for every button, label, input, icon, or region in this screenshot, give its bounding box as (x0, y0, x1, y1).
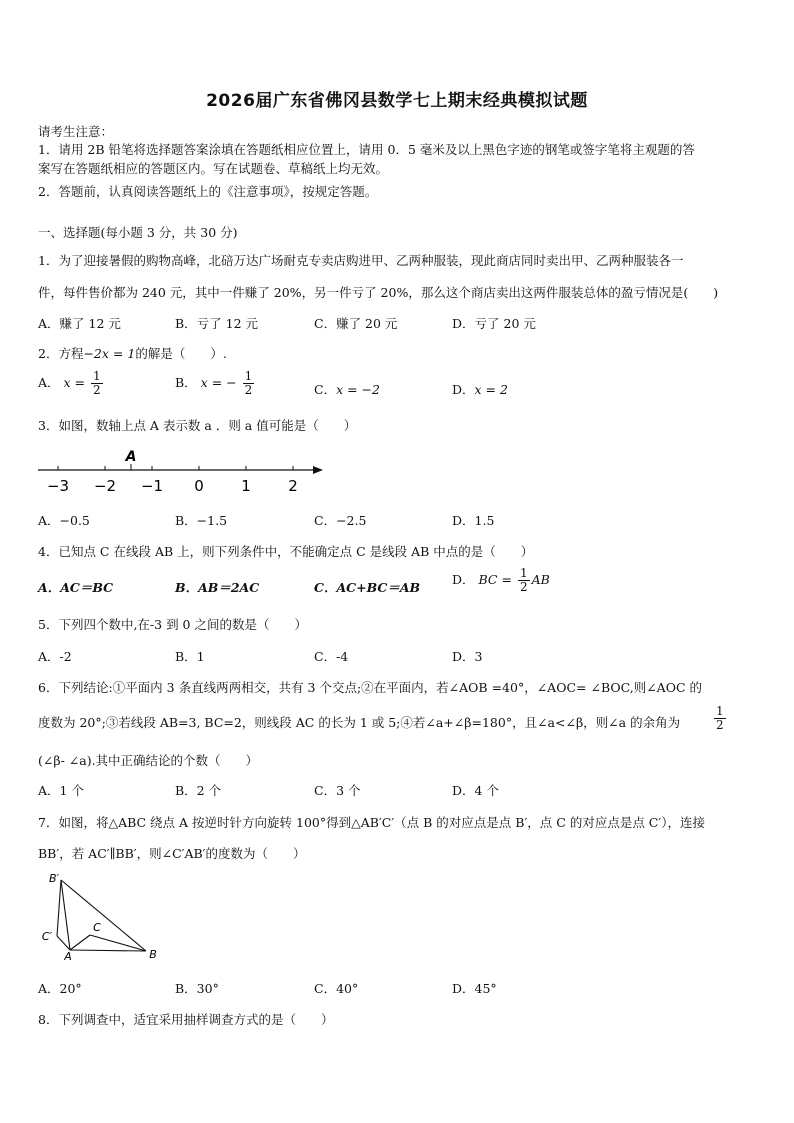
q5-stem: 5．下列四个数中,在-3 到 0 之间的数是（ ） (38, 617, 307, 632)
segment-bprime-b (61, 880, 146, 951)
q2-option-d (452, 380, 508, 398)
page-title: 2026届广东省佛冈县数学七上期末经典模拟试题 (206, 91, 588, 111)
q2-option-c (314, 380, 380, 398)
q4-option-d-pre: BC = (478, 572, 512, 587)
q2-option-a (38, 370, 105, 397)
q4-option-b: B．AB＝2AC (175, 580, 260, 595)
q4-option-d-post: AB (531, 572, 550, 587)
segment-a-bprime (61, 880, 70, 950)
q7-stem-line-2: BB′，若 AC′∥BB′，则∠C′AB′的度数为（ ） (38, 846, 306, 861)
tick-label-2: 2 (288, 477, 298, 495)
q4-option-d-label: D． (452, 572, 475, 587)
q2-option-a-label: A． (38, 375, 60, 390)
number-line-figure (34, 442, 329, 498)
q5-option-c: C．-4 (314, 649, 349, 664)
q6-fraction (714, 705, 726, 732)
q2-stem-prefix: 2．方程 (38, 346, 84, 361)
q7-option-b: B．30° (175, 981, 219, 996)
fraction-denominator: 2 (93, 383, 101, 397)
q8-stem: 8．下列调查中，适宜采用抽样调查方式的是（ ） (38, 1012, 334, 1027)
q2-option-c-eq: x = −2 (336, 382, 380, 397)
q5-option-d: D．3 (452, 649, 483, 664)
tick-label-neg3: −3 (46, 477, 70, 495)
fraction-numerator: 1 (716, 704, 724, 718)
q5-option-b: B．1 (175, 649, 205, 664)
q1-stem-line-2: 件，每件售价都为 240 元，其中一件赚了 20%，另一件亏了 20%，那么这个商店卖出这两件服装总体的盈亏情况是( ) (38, 285, 719, 300)
segment-cprime-bprime (57, 880, 61, 936)
q2-option-a-eq: x = (63, 375, 86, 390)
q6-option-d: D．4 个 (452, 783, 499, 798)
tick-label-neg2: −2 (93, 477, 117, 495)
vertex-label-b: B (149, 948, 157, 961)
q1-option-c: C．赚了 20 元 (314, 316, 398, 331)
q6-option-b: B．2 个 (175, 783, 222, 798)
q2-stem-suffix: 的解是（ ）. (135, 346, 227, 361)
tick-label-0: 0 (194, 477, 204, 495)
q7-option-a: A．20° (38, 981, 82, 996)
q1-option-d: D．亏了 20 元 (452, 316, 536, 331)
notice-item-1-line-1: 1．请用 2B 铅笔将选择题答案涂填在答题纸相应位置上，请用 0．5 毫米及以上黑色字迹的钢笔或签字笔将主观题的答 (38, 142, 695, 157)
q4-option-d (452, 567, 550, 594)
fraction-numerator: 1 (244, 369, 253, 383)
q3-option-b: B．−1.5 (175, 513, 228, 528)
notice-item-2: 2．答题前，认真阅读答题纸上的《注意事项》，按规定答题。 (38, 184, 378, 199)
segment-a-c (70, 935, 90, 950)
q2-option-a-fraction (91, 370, 103, 397)
point-a-label: A (125, 449, 137, 465)
vertex-label-a: A (64, 950, 72, 962)
q6-stem-line-3: (∠β- ∠a).其中正确结论的个数（ ） (38, 753, 259, 768)
vertex-label-bprime: B′ (48, 872, 60, 885)
q7-stem-line-1: 7．如图，将△ABC 绕点 A 按逆时针方向旋转 100°得到△AB′C′（点 B 的对应点是点 B′，点 C 的对应点是点 C′），连接 (38, 815, 705, 830)
q4-option-d-fraction (518, 567, 530, 594)
q4-option-a: A．AC＝BC (38, 580, 114, 595)
fraction-denominator: 2 (716, 718, 724, 732)
q6-option-a: A．1 个 (38, 783, 84, 798)
q7-option-d: D．45° (452, 981, 497, 996)
q5-option-a: A．-2 (38, 649, 72, 664)
fraction-numerator: 1 (93, 369, 101, 383)
q3-option-d: D．1.5 (452, 513, 495, 528)
fraction-denominator: 2 (519, 580, 528, 594)
q2-option-d-label: D． (452, 382, 475, 397)
vertex-label-cprime: C′ (41, 930, 53, 943)
tick-label-neg1: −1 (140, 477, 164, 495)
q4-option-c: C．AC+BC＝AB (314, 580, 421, 595)
q4-stem: 4．已知点 C 在线段 AB 上，则下列条件中，不能确定点 C 是线段 AB 中点的是（ ） (38, 544, 534, 559)
q2-option-b-label: B． (175, 375, 197, 390)
triangle-rotation-figure (36, 870, 166, 962)
q2-equation: −2x = 1 (83, 346, 136, 361)
q1-stem-line-1: 1．为了迎接暑假的购物高峰，北碚万达广场耐克专卖店购进甲、乙两种服装，现此商店同时卖出甲、乙两种服装各一 (38, 253, 684, 268)
q2-option-b (175, 370, 256, 397)
q3-option-a: A．−0.5 (38, 513, 90, 528)
section-heading: 一、选择题(每小题 3 分，共 30 分) (38, 225, 238, 240)
q3-option-c: C．−2.5 (314, 513, 367, 528)
q2-option-b-eq: x = − (200, 375, 237, 390)
q6-option-c: C．3 个 (314, 783, 361, 798)
q6-stem-line-2: 度数为 20°;③若线段 AB=3, BC=2，则线段 AC 的长为 1 或 5;④若∠a+∠β=180°，且∠a<∠β，则∠a 的余角为 (38, 715, 681, 730)
q7-option-c: C．40° (314, 981, 359, 996)
vertex-label-c: C (93, 921, 101, 934)
q2-option-d-eq: x = 2 (474, 382, 508, 397)
notice-item-1-line-2: 案写在答题纸相应的答题区内。写在试题卷、草稿纸上均无效。 (38, 161, 389, 176)
tick-label-1: 1 (241, 477, 251, 495)
q1-option-a: A．赚了 12 元 (38, 316, 121, 331)
fraction-denominator: 2 (244, 383, 253, 397)
q6-stem-line-1: 6．下列结论:①平面内 3 条直线两两相交，共有 3 个交点;②在平面内，若∠AOB =40°，∠AOC= ∠BOC,则∠AOC 的 (38, 680, 702, 695)
q3-stem: 3．如图，数轴上点 A 表示数 a ．则 a 值可能是（ ） (38, 418, 357, 433)
segment-a-b (70, 950, 146, 951)
number-line-arrowhead (313, 466, 323, 474)
fraction-numerator: 1 (519, 566, 528, 580)
q2-stem (38, 344, 227, 362)
notice-heading: 请考生注意： (38, 124, 114, 139)
q2-option-c-label: C． (314, 382, 337, 397)
segment-c-b (90, 935, 146, 951)
q1-option-b: B．亏了 12 元 (175, 316, 259, 331)
q2-option-b-fraction (243, 370, 255, 397)
